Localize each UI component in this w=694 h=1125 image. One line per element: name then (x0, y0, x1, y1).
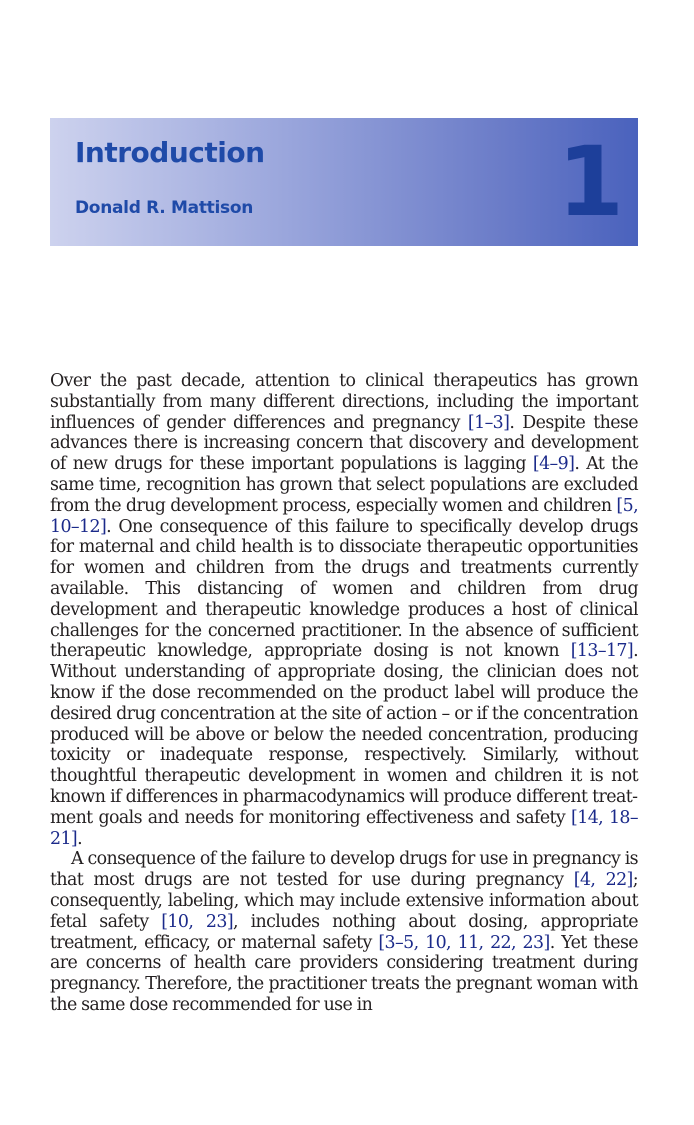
paragraph-text: . Despite these advances there is increasing concern that discovery and development of new drugs for these important populations is lagging (50, 412, 638, 475)
paragraph-text: . Yet these are concerns of health care providers considering treatment during pregnancy. Therefore, the practitioner treats the pregnant woman with the same dose recommended for use in (50, 932, 639, 1015)
paragraph-text: . One consequence of this failure to specifically develop drugs for maternal and child health is to dissociate therapeutic opportunities for women and children from the drugs and treatments currently available. This distancing of women and children from drug development and therapeutic knowledge produces a host of clinical challenges for the concerned practitioner. In the absence of sufficient therapeutic knowledge, appropriate dosing is not known (50, 516, 638, 662)
chapter-number: 1 (557, 126, 624, 238)
citation-link[interactable]: [4, 22] (573, 870, 633, 891)
citation-link[interactable]: [14, 18–21] (50, 807, 638, 849)
body-text (50, 371, 638, 1016)
citation-link[interactable]: [10, 23] (161, 911, 234, 932)
chapter-title: Introduction (75, 136, 265, 169)
citation-link[interactable]: [3–5, 10, 11, 22, 23] (378, 932, 550, 953)
citation-link[interactable]: [13–17] (570, 641, 634, 662)
citation-link[interactable]: [5, 10–12] (50, 495, 638, 537)
paragraph-text: . (77, 828, 83, 849)
citation-link[interactable]: [1–3] (467, 412, 510, 433)
paragraph-text: , includes nothing about dosing, appropriate treatment, efficacy, or maternal safety (50, 911, 638, 953)
chapter-author: Donald R. Mattison (75, 198, 254, 218)
paragraph (50, 371, 638, 849)
citation-link[interactable]: [4–9] (532, 454, 575, 475)
paragraph-text: A consequence of the failure to develop drugs for use in pregnancy is that most drugs are not tested for use during pregnancy (50, 849, 638, 891)
paragraph-text: Over the past decade, attention to clinical therapeutics has grown substantially from many different directions, including the important influences of gender differences and pregnancy (50, 371, 638, 433)
paragraph-text: . Without understanding of appropriate dosing, the clinician does not know if the dose recommended on the product label will produce the desired drug concentration at the site of action – or if the concentration produced will be above or below the needed concentration, producing toxicity or inadequate response, respectively. Similarly, without thoughtful therapeutic development in women and children it is not known if differences in pharmacodynamics will produce different treatment goals and needs for monitoring effectiveness and safety (50, 641, 638, 828)
chapter-header (50, 118, 638, 246)
paragraph (50, 849, 638, 1015)
paragraph-text: ; consequently, labeling, which may include extensive information about fetal safety (50, 870, 638, 932)
paragraph-text: . At the same time, recognition has grown that select populations are excluded from the drug development process, especially women and children (50, 454, 638, 516)
